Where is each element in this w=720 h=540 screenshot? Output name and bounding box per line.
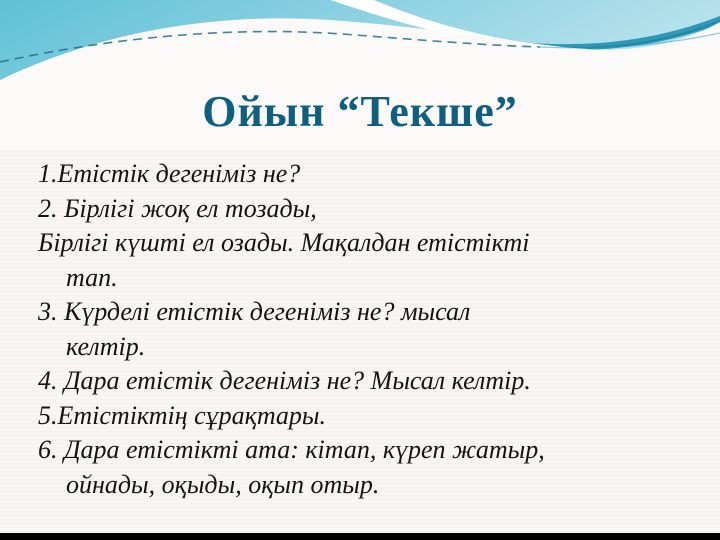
body-line-5: 3. Күрделі етістік дегеніміз не? мысал	[38, 297, 471, 326]
body-line-1: 1.Етістік дегеніміз не?	[38, 159, 301, 188]
body-line-3: Бірлігі күшті ел озады. Мақалдан етістікті	[38, 228, 530, 257]
body-line-10: ойнады, оқыды, оқып отыр.	[66, 469, 380, 499]
body-line-7: 4. Дара етістік дегеніміз не? Мысал келтір.	[38, 366, 531, 395]
slide-title: Ойын “Текше”	[202, 87, 518, 136]
slide-body	[0, 157, 720, 502]
body-line-8: 5.Етістіктің сұрақтары.	[38, 400, 327, 430]
bottom-black-bar	[0, 533, 720, 540]
body-line-2: 2. Бірлігі жоқ ел тозады,	[38, 193, 317, 223]
body-line-4: тап.	[66, 262, 118, 292]
body-line-6: келтір.	[66, 331, 146, 361]
body-line-9: 6. Дара етістікті ата: кітап, күреп жатыр,	[38, 435, 545, 464]
